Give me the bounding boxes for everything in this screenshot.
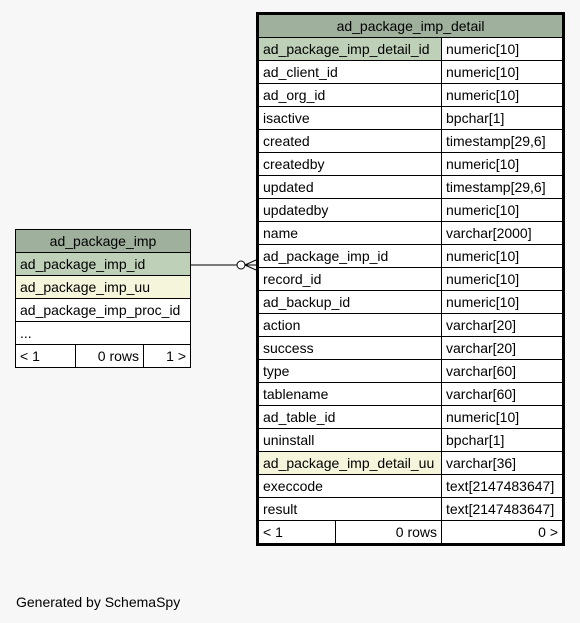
column-name: uninstall	[258, 429, 442, 452]
crowfoot-upper	[245, 260, 256, 265]
column-type: numeric[10]	[442, 38, 564, 61]
column-type: text[2147483647]	[442, 498, 564, 521]
column-name: ad_package_imp_id	[258, 245, 442, 268]
column-name: tablename	[258, 383, 442, 406]
crowfoot-lower	[245, 265, 256, 270]
column-type: numeric[10]	[442, 291, 564, 314]
column-name: execcode	[258, 475, 442, 498]
column-name: ...	[16, 322, 191, 345]
column-name: ad_package_imp_detail_id	[258, 38, 442, 61]
column-name: updatedby	[258, 199, 442, 222]
column-type: numeric[10]	[442, 268, 564, 291]
row-count: 0 rows	[76, 345, 144, 368]
column-type: varchar[20]	[442, 337, 564, 360]
column-type: numeric[10]	[442, 84, 564, 107]
column-type: numeric[10]	[442, 406, 564, 429]
column-name: ad_table_id	[258, 406, 442, 429]
column-name: isactive	[258, 107, 442, 130]
column-name: ad_package_imp_proc_id	[16, 299, 191, 322]
children-link[interactable]: 0 >	[442, 521, 564, 545]
entity-title[interactable]: ad_package_imp_detail	[258, 14, 564, 38]
column-name: ad_client_id	[258, 61, 442, 84]
row-count: 0 rows	[395, 524, 437, 540]
column-name: action	[258, 314, 442, 337]
column-type: numeric[10]	[442, 199, 564, 222]
column-name: created	[258, 130, 442, 153]
column-type: timestamp[29,6]	[442, 176, 564, 199]
column-name: ad_package_imp_uu	[16, 276, 191, 299]
children-link[interactable]: 1 >	[144, 345, 191, 368]
optional-circle-marker	[237, 261, 245, 269]
column-type: numeric[10]	[442, 245, 564, 268]
column-type: bpchar[1]	[442, 429, 564, 452]
column-name: record_id	[258, 268, 442, 291]
column-type: varchar[36]	[442, 452, 564, 475]
column-name: result	[258, 498, 442, 521]
column-name: ad_package_imp_detail_uu	[258, 452, 442, 475]
column-name: createdby	[258, 153, 442, 176]
column-type: numeric[10]	[442, 61, 564, 84]
column-type: bpchar[1]	[442, 107, 564, 130]
column-type: timestamp[29,6]	[442, 130, 564, 153]
generated-by-text: Generated by SchemaSpy	[16, 594, 181, 610]
column-type: varchar[60]	[442, 360, 564, 383]
column-name: success	[258, 337, 442, 360]
column-type: text[2147483647]	[442, 475, 564, 498]
column-name: ad_backup_id	[258, 291, 442, 314]
parents-link[interactable]: < 1	[259, 521, 336, 543]
column-name: name	[258, 222, 442, 245]
column-type: varchar[60]	[442, 383, 564, 406]
column-type: varchar[20]	[442, 314, 564, 337]
column-name: type	[258, 360, 442, 383]
entity-title[interactable]: ad_package_imp	[16, 230, 191, 253]
column-name: updated	[258, 176, 442, 199]
column-type: varchar[2000]	[442, 222, 564, 245]
parents-link[interactable]: < 1	[16, 345, 76, 368]
column-name: ad_package_imp_id	[16, 253, 191, 276]
column-name: ad_org_id	[258, 84, 442, 107]
column-type: numeric[10]	[442, 153, 564, 176]
